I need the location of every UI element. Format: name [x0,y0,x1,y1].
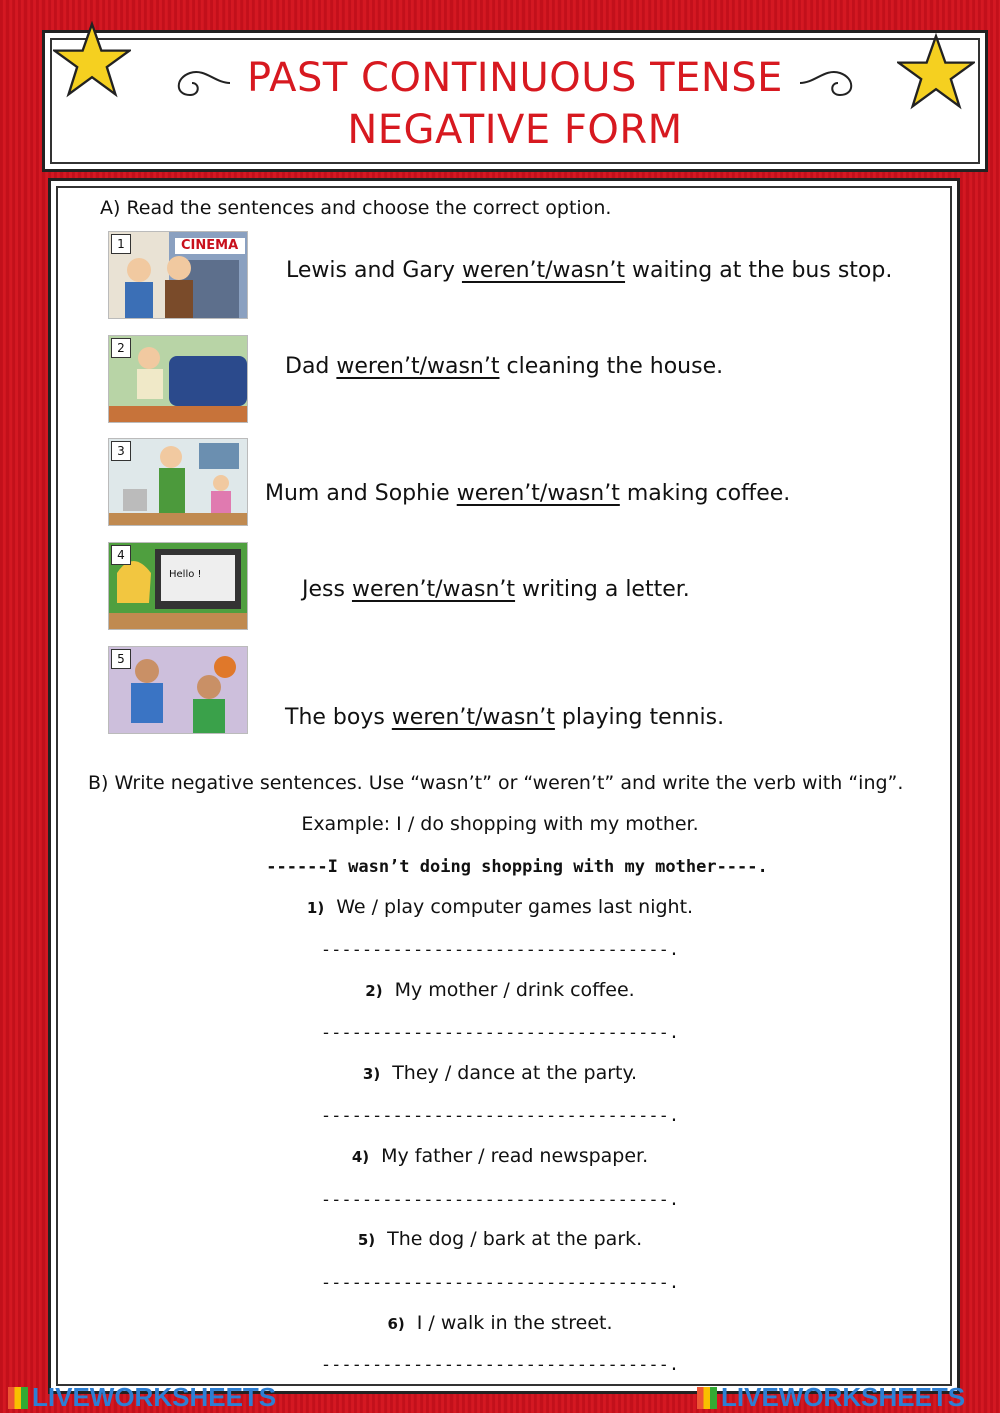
picture-5 [108,646,248,734]
sentence-4 [302,577,690,602]
item-prompt: My father / read newspaper. [381,1145,649,1167]
answer-blank-3[interactable]: ----------------------------------. [320,1106,680,1126]
answer-blank-6[interactable]: ----------------------------------. [320,1355,680,1375]
swirl-ornament-icon [795,63,865,103]
picture-number: 4 [111,545,131,565]
item-number: 6) [387,1315,405,1333]
item-number: 1) [306,899,325,917]
item-prompt: The dog / bark at the park. [387,1228,643,1250]
picture-number: 5 [111,649,131,669]
exercise-item-2 [0,979,1000,1001]
item-prompt: I / walk in the street. [416,1312,613,1334]
item-number: 4) [351,1148,370,1166]
exercise-item-4 [0,1145,1000,1167]
section-a-instruction: A) Read the sentences and choose the correct option. [100,197,612,219]
picture-label: CINEMA [181,238,239,253]
answer-blank-1[interactable]: ----------------------------------. [320,940,680,960]
picture-1 [108,231,248,319]
sentence-3 [265,481,790,506]
title-banner [42,30,988,172]
sentence-5 [285,705,724,730]
picture-2 [108,335,248,423]
answer-blank-2[interactable]: ----------------------------------. [320,1023,680,1043]
item-number: 3) [362,1065,381,1083]
item-prompt: My mother / drink coffee. [394,979,635,1001]
item-number: 2) [365,982,383,1000]
section-b-instruction: B) Write negative sentences. Use “wasn’t” or “weren’t” and write the verb with “ing”. [88,772,904,794]
item-prompt: We / play computer games last night. [336,896,694,918]
sentence-1 [286,258,892,283]
sentence-text: writing a letter. [515,577,690,602]
page-title-line-2: NEGATIVE FORM [347,107,683,153]
option-choice[interactable]: weren’t/wasn’t [461,258,626,283]
example-prompt: Example: I / do shopping with my mother. [301,813,699,835]
picture-number: 1 [111,234,131,254]
answer-blank-4[interactable]: ----------------------------------. [320,1190,680,1210]
picture-label: Hello ! [169,569,202,580]
answer-blank-5[interactable]: ----------------------------------. [320,1273,680,1293]
exercise-item-3 [0,1062,1000,1084]
picture-number: 3 [111,441,131,461]
exercise-item-5 [0,1228,1000,1250]
page-title-line-1: PAST CONTINUOUS TENSE [247,55,783,101]
item-number: 5) [357,1231,376,1249]
sentence-text: waiting at the bus stop. [625,258,893,283]
liveworksheets-logo[interactable] [697,1382,965,1413]
liveworksheets-mark-icon [697,1387,717,1409]
picture-4 [108,542,248,630]
option-choice[interactable]: weren’t/wasn’t [391,705,555,730]
sentence-text: cleaning the house. [499,354,724,379]
exercise-item-6 [0,1312,1000,1334]
sentence-text: Dad [285,354,337,379]
sentence-2 [285,354,723,379]
liveworksheets-mark-icon [8,1387,28,1409]
sentence-text: Lewis and Gary [286,258,462,283]
exercise-item-1 [0,896,1000,918]
brand-text: LIVEWORKSHEETS [32,1382,277,1412]
item-prompt: They / dance at the party. [392,1062,638,1084]
option-choice[interactable]: weren’t/wasn’t [351,577,516,602]
picture-number: 2 [111,338,131,358]
sentence-text: Jess [302,577,352,602]
example-answer: ------I wasn’t doing shopping with my mother----. [266,857,768,877]
brand-text: LIVEWORKSHEETS [721,1382,966,1412]
sentence-text: making coffee. [619,481,791,506]
liveworksheets-logo[interactable] [8,1382,276,1413]
sentence-text: Mum and Sophie [265,481,457,506]
sentence-text: playing tennis. [554,705,725,730]
picture-3 [108,438,248,526]
sentence-text: The boys [285,705,392,730]
option-choice[interactable]: weren’t/wasn’t [336,354,500,379]
option-choice[interactable]: weren’t/wasn’t [456,481,620,506]
star-icon [897,33,975,111]
